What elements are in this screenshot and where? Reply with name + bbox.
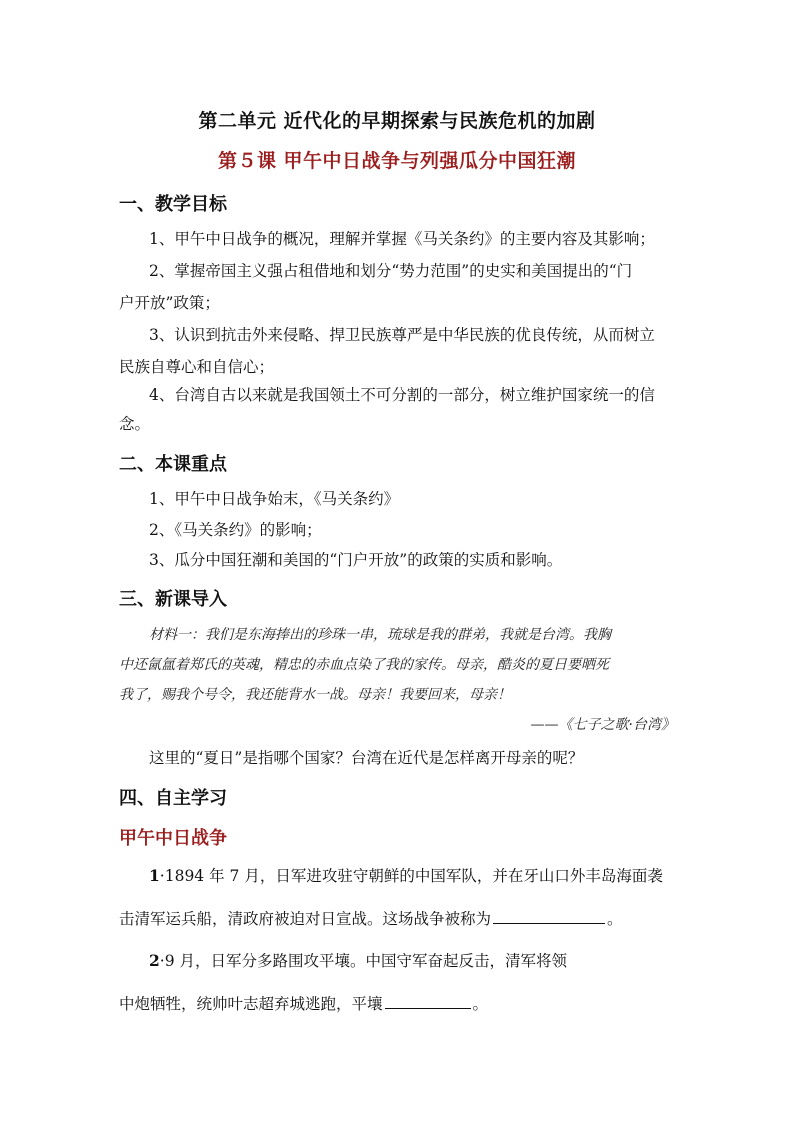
material-line-2: 中还氤氲着郑氏的英魂，精忠的赤血点染了我的家传。母亲，酷炎的夏日要晒死 xyxy=(119,657,609,673)
question-1-end: 。 xyxy=(607,910,623,928)
objective-item-1: 1、甲午中日战争的概况，理解并掌握《马关条约》的主要内容及其影响； xyxy=(149,230,655,248)
objective-item-2: 2、掌握帝国主义强占租借地和划分“势力范围”的史实和美国提出的“门 xyxy=(149,262,633,280)
objective-item-2-cont: 户开放”政策； xyxy=(119,294,220,312)
question-1-text-2: 击清军运兵船，清政府被迫对日宣战。这场战争被称为 xyxy=(119,910,492,928)
question-2-answer-blank[interactable] xyxy=(385,1007,471,1009)
section-heading-intro: 三、新课导入 xyxy=(119,589,227,610)
question-1-text: ·1894 年 7 月，日军进攻驻守朝鲜的中国军队，并在牙山口外丰岛海面袭 xyxy=(159,867,663,885)
material-line-1: 材料一：我们是东海捧出的珍珠一串，琉球是我的群弟，我就是台湾。我胸 xyxy=(149,627,611,643)
subheading-war: 甲午中日战争 xyxy=(119,828,227,849)
objective-item-3-cont: 民族自尊心和自信心； xyxy=(119,358,275,376)
section-heading-key-points: 二、本课重点 xyxy=(119,454,227,475)
question-1-answer-blank[interactable] xyxy=(493,922,605,924)
key-point-2: 2、《马关条约》的影响； xyxy=(149,521,322,539)
question-2-text-2: 中炮牺牲，统帅叶志超弃城逃跑，平壤 xyxy=(119,995,383,1013)
section-heading-self-study: 四、自主学习 xyxy=(119,788,227,809)
question-2-number: 2 xyxy=(149,951,160,970)
key-point-1: 1、甲午中日战争始末，《马关条约》 xyxy=(149,490,400,508)
question-2-end: 。 xyxy=(472,995,489,1013)
question-1-line-1 xyxy=(149,864,663,886)
key-point-3: 3、瓜分中国狂潮和美国的“门户开放”的政策的实质和影响。 xyxy=(149,551,563,569)
objective-item-4-cont: 念。 xyxy=(119,415,151,433)
objective-item-4: 4、台湾自古以来就是我国领土不可分割的一部分，树立维护国家统一的信 xyxy=(149,386,655,404)
objective-item-3: 3、认识到抗击外来侵略、捍卫民族尊严是中华民族的优良传统，从而树立 xyxy=(149,326,655,344)
material-line-3: 我了，赐我个号令，我还能背水一战。母亲！我要回来，母亲！ xyxy=(119,687,511,703)
question-2-line-2 xyxy=(119,992,488,1014)
question-1-line-2 xyxy=(119,907,623,929)
question-2-line-1 xyxy=(149,949,567,971)
intro-question: 这里的“夏日”是指哪个国家？台湾在近代是怎样离开母亲的呢？ xyxy=(149,749,584,767)
section-heading-objectives: 一、教学目标 xyxy=(119,194,227,215)
question-1-number: 1 xyxy=(149,866,160,885)
lesson-title: 第５课 甲午中日战争与列强瓜分中国狂潮 xyxy=(217,150,577,172)
unit-title: 第二单元 近代化的早期探索与民族危机的加剧 xyxy=(198,110,596,132)
question-2-text: ·9 月，日军分多路围攻平壤。中国守军奋起反击，清军将领 xyxy=(159,952,568,970)
material-source: ——《七子之歌·台湾》 xyxy=(530,717,675,733)
